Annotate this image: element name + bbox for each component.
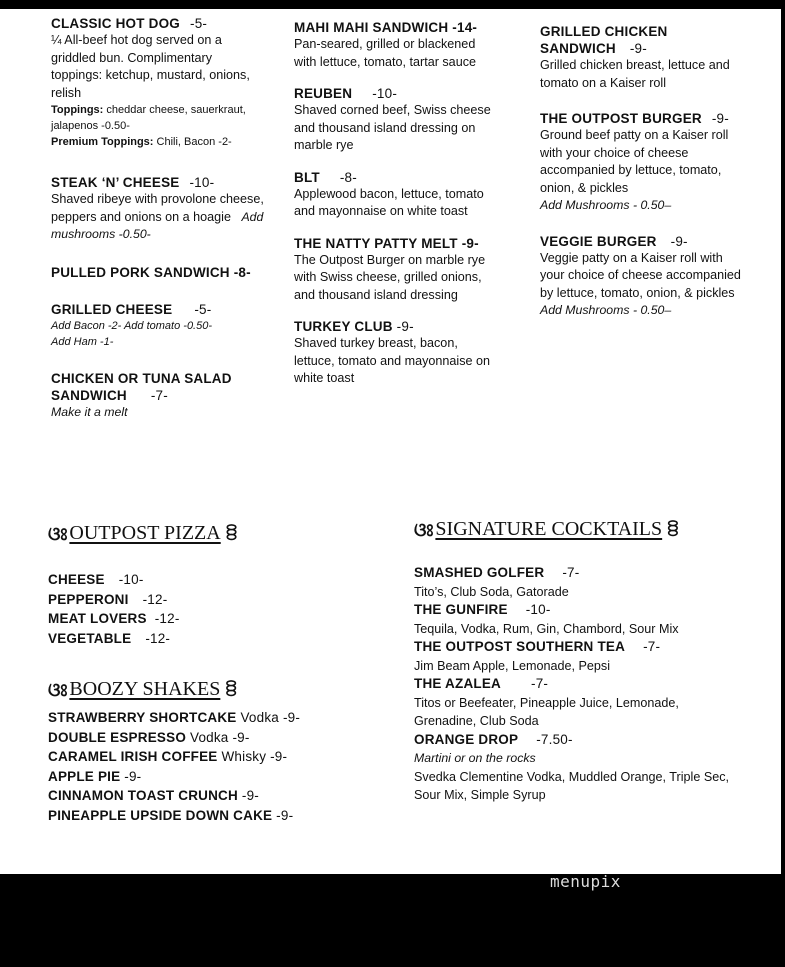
item-description: Shaved turkey breast, bacon, lettuce, tomato and mayonnaise on white toast (294, 336, 491, 385)
list-item: THE AZALEA -7- Titos or Beefeater, Pineapple Juice, Lemonade, Grenadine, Club Soda (414, 676, 679, 728)
item-name: GRILLED CHICKEN SANDWICH (540, 24, 668, 56)
menu-item (294, 235, 499, 305)
item-price: -9- (396, 319, 414, 334)
item-price: -5- (190, 16, 208, 31)
item-description: Veggie patty on a Kaiser roll with your choice of cheese accompanied by lettuce, tomato, onion, & pickles (540, 250, 741, 300)
item-description: The Outpost Burger on marble rye with Swiss cheese, grilled onions, and thousand island dressing (294, 252, 486, 302)
sandwich-column-2 (294, 19, 499, 402)
item-name: THE NATTY PATTY MELT (294, 235, 458, 251)
item-price: -9- (461, 235, 479, 251)
list-item: STRAWBERRY SHORTCAKE Vodka -9- (48, 710, 301, 725)
item-price: -9- (629, 41, 647, 56)
ornament-right-icon: ꊞ (224, 680, 237, 701)
item-price: -9- (711, 111, 729, 126)
item-price: -10- (372, 86, 398, 101)
cocktails-section-title (414, 518, 678, 541)
section-heading: BOOZY SHAKES (69, 678, 221, 700)
list-item: APPLE PIE -9- (48, 768, 142, 784)
list-item: CHEESE -10- (48, 572, 144, 587)
sandwich-column-3 (540, 23, 745, 334)
item-name: REUBEN (294, 86, 353, 101)
menu-item (51, 174, 266, 244)
menu-item (294, 85, 499, 155)
menu-item (540, 110, 745, 215)
menu-item (540, 233, 745, 320)
menupix-watermark: menupix (550, 872, 621, 891)
item-note: Make it a melt (51, 404, 128, 419)
list-item: CARAMEL IRISH COFFEE Whisky -9- (48, 749, 288, 764)
item-note: Add Mushrooms - 0.50– (540, 198, 672, 212)
pizza-section-title (48, 522, 237, 545)
list-item: THE GUNFIRE -10- Tequila, Vodka, Rum, Gin, Chambord, Sour Mix (414, 602, 679, 636)
item-name: VEGGIE BURGER (540, 233, 657, 249)
item-price: -8- (339, 169, 357, 185)
menu-item (51, 301, 266, 350)
ornament-left-icon: ଓଃ (48, 680, 66, 701)
item-name: CHICKEN OR TUNA SALAD SANDWICH (51, 370, 232, 403)
list-item: PINEAPPLE UPSIDE DOWN CAKE -9- (48, 807, 294, 823)
menu-item (540, 23, 745, 92)
item-name: CLASSIC HOT DOG (51, 16, 181, 31)
item-name: PULLED PORK SANDWICH (51, 264, 230, 280)
ornament-left-icon: ଓଃ (414, 520, 432, 541)
list-item: VEGETABLE -12- (48, 630, 171, 646)
item-name: BLT (294, 169, 320, 185)
item-price: -9- (670, 233, 688, 249)
sandwich-column-1 (51, 15, 266, 435)
item-price: -7- (150, 387, 168, 403)
item-name: MAHI MAHI SANDWICH (294, 20, 449, 35)
list-item: THE OUTPOST SOUTHERN TEA -7- Jim Beam Apple, Lemonade, Pepsi (414, 639, 661, 673)
item-description: Shaved corned beef, Swiss cheese and thousand island dressing on marble rye (294, 103, 491, 152)
item-note: Add Mushrooms - 0.50– (540, 303, 672, 317)
item-price: -8- (233, 264, 251, 280)
item-name: GRILLED CHEESE (51, 301, 173, 317)
item-description: ¼ All-beef hot dog served on a griddled bun. Complimentary toppings: ketchup, mustard, onions, relish (51, 33, 250, 100)
list-item: ORANGE DROP -7.50- Martini or on the rocks Svedka Clementine Vodka, Muddled Orange, Triple Sec, Sour Mix, Simple Syrup (414, 731, 730, 802)
menu-item (294, 318, 499, 388)
ornament-right-icon: ꊞ (666, 520, 679, 541)
menu-item (51, 15, 266, 150)
item-toppings: Toppings: cheddar cheese, sauerkraut, jalapenos -0.50- (51, 104, 246, 132)
item-price: -10- (189, 175, 215, 190)
item-price: -5- (194, 301, 212, 317)
menu-item (294, 19, 499, 71)
menu-item (51, 264, 266, 281)
cocktails-list (414, 564, 744, 805)
item-description: Applewood bacon, lettuce, tomato and mayonnaise on white toast (294, 186, 484, 218)
item-name: TURKEY CLUB (294, 319, 393, 334)
list-item: MEAT LOVERS -12- (48, 611, 180, 626)
menu-item (51, 370, 266, 422)
item-description: Pan-seared, grilled or blackened with lettuce, tomato, tartar sauce (294, 37, 476, 69)
item-name: STEAK ‘N’ CHEESE (51, 175, 180, 190)
item-description: Ground beef patty on a Kaiser roll with your choice of cheese accompanied by lettuce, tomato, onion, & pickles (540, 128, 729, 195)
shakes-section-title (48, 678, 236, 701)
item-note: Add Ham -1- (51, 335, 114, 348)
menu-page (0, 9, 781, 874)
section-heading: OUTPOST PIZZA (69, 522, 221, 544)
item-price: -14- (452, 20, 478, 35)
section-heading: SIGNATURE COCKTAILS (435, 518, 663, 540)
pizza-list (48, 570, 180, 648)
list-item: DOUBLE ESPRESSO Vodka -9- (48, 729, 250, 745)
shakes-list (48, 708, 300, 825)
ornament-left-icon: ଓଃ (48, 524, 66, 545)
ornament-right-icon: ꊞ (224, 524, 237, 545)
item-description: Grilled chicken breast, lettuce and tomato on a Kaiser roll (540, 58, 730, 90)
item-premium-toppings: Premium Toppings: Chili, Bacon -2- (51, 136, 232, 148)
menu-item (294, 169, 499, 221)
list-item: PEPPERONI -12- (48, 591, 168, 607)
item-name: THE OUTPOST BURGER (540, 111, 702, 126)
list-item: SMASHED GOLFER -7- Tito’s, Club Soda, Gatorade (414, 565, 580, 599)
item-note: Add mushrooms -0.50- (51, 209, 264, 241)
item-description: Shaved ribeye with provolone cheese, peppers and onions on a hoagie (51, 192, 264, 224)
list-item: CINNAMON TOAST CRUNCH -9- (48, 788, 260, 803)
item-note: Add Bacon -2- Add tomato -0.50- (51, 319, 213, 332)
